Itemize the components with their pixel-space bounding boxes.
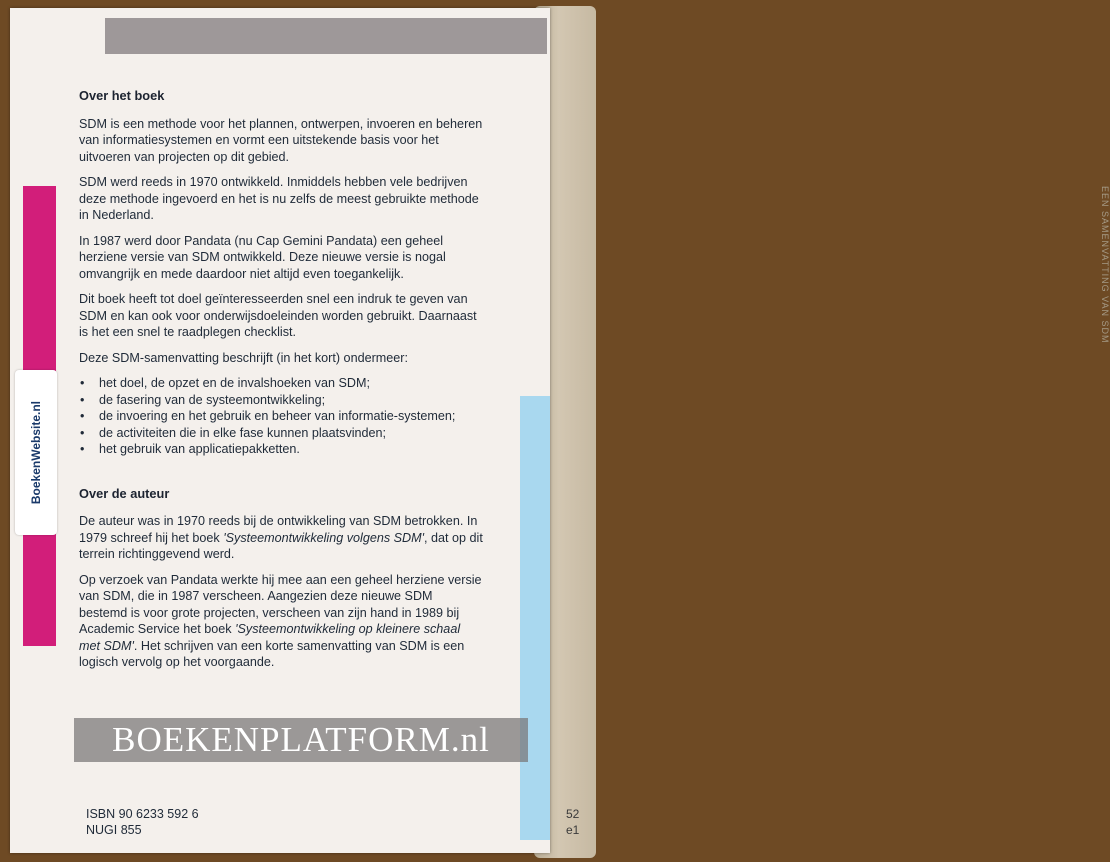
about-author-heading: Over de auteur xyxy=(79,485,170,501)
nugi-text: NUGI 855 xyxy=(86,823,142,837)
about-author-paragraph: De auteur was in 1970 reeds bij de ontwikkeling van SDM betrokken. In 1979 schreef hij het boek 'Systeemontwikkeling volgens SDM', dat op dit terrein richtinggevend werd. xyxy=(79,514,483,561)
side-tape-label xyxy=(15,370,57,535)
book-title: 'Systeemontwikkeling volgens SDM' xyxy=(223,530,425,545)
about-book-paragraph: SDM is een methode voor het plannen, ontwerpen, invoeren en beheren van informatiesystemen en vormt een uitstekende basis voor het uitvoeren van projecten op dit gebied. xyxy=(79,116,483,164)
book-title: 'Systeemontwikkeling op kleinere schaal met SDM' xyxy=(79,622,461,653)
cover-text xyxy=(79,88,484,680)
list-item: • het gebruik van applicatiepakketten. xyxy=(79,441,484,458)
price-sticker-edge: 52 e1 xyxy=(566,807,580,837)
watermark-banner: BOEKENPLATFORM.nl xyxy=(74,718,528,762)
about-book-heading: Over het boek xyxy=(79,88,165,103)
topic-list xyxy=(79,375,484,458)
list-item: • de invoering en het gebruik en beheer van informatie-systemen; xyxy=(79,408,484,425)
list-item: • de activiteiten die in elke fase kunnen plaatsvinden; xyxy=(79,425,484,442)
side-tape-text: BoekenWebsite.nl xyxy=(29,400,43,505)
about-book-paragraph: In 1987 werd door Pandata (nu Cap Gemini Pandata) een geheel herziene versie van SDM ontwikkeld. Deze nieuwe versie is nogal omvangrijk en mede daardoor niet altijd even toegankelijk. xyxy=(79,233,446,281)
blue-strip xyxy=(520,396,550,840)
spine-text: EEN SAMENVATTING VAN SDM xyxy=(1100,186,1110,344)
isbn-text: ISBN 90 6233 592 6 xyxy=(86,807,199,821)
about-book-paragraph: Deze SDM-samenvatting beschrijft (in het kort) ondermeer: xyxy=(79,350,408,365)
about-book-paragraph: Dit boek heeft tot doel geïnteresseerden snel een indruk te geven van SDM en kan ook voor onderwijsdoeleinden worden gebruikt. Daarnaast is het een snel te raadplegen checklist. xyxy=(79,292,477,339)
about-author-paragraph: Op verzoek van Pandata werkte hij mee aan een geheel herziene versie van SDM, die in 1987 verscheen. Aangezien deze nieuwe SDM bestemd is voor grote projecten, verscheen van zijn hand in 1989 bij Academic Service het boek 'Systeemontwikkeling op kleinere schaal met SDM'. Het schrijven van een korte samenvatting van SDM is een logisch vervolg op het voorgaande. xyxy=(79,572,482,669)
list-item: • het doel, de opzet en de invalshoeken van SDM; xyxy=(79,375,484,392)
about-book-paragraph: SDM werd reeds in 1970 ontwikkeld. Inmiddels hebben vele bedrijven deze methode ingevoerd en het is nu zelfs de meest gebruikte methode in Nederland. xyxy=(79,175,479,222)
list-item: • de fasering van de systeemontwikkeling; xyxy=(79,392,484,409)
top-gray-bar xyxy=(105,18,547,54)
colophon xyxy=(86,806,199,838)
